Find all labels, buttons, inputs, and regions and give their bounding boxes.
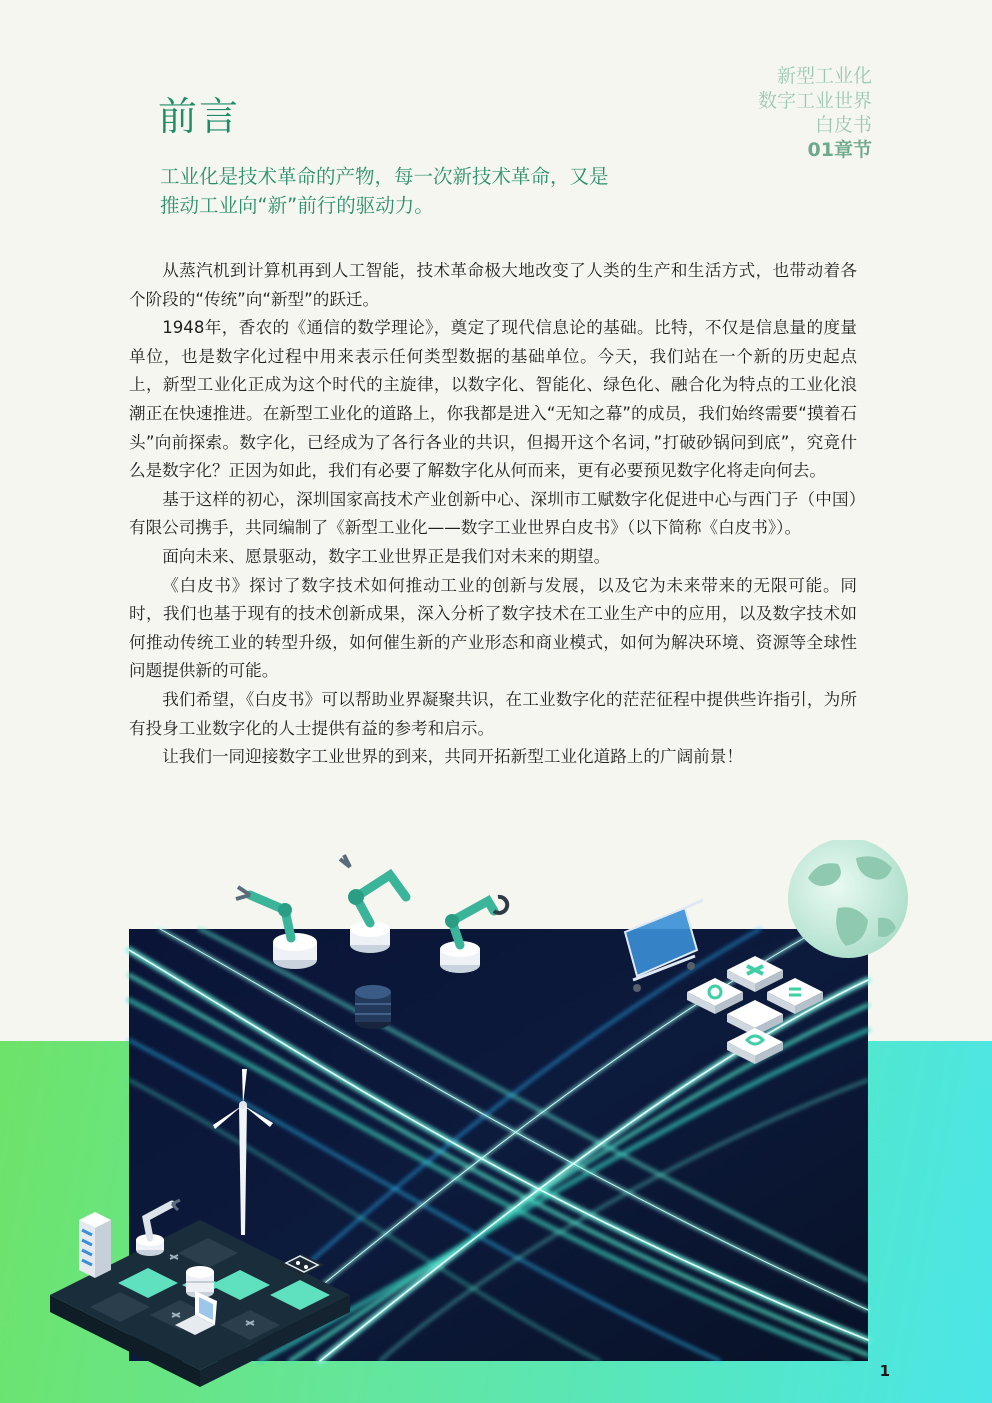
header-tag-line1: 新型工业化 [776,65,872,87]
server-rack-icon [79,1212,111,1278]
database-icon [186,1266,214,1298]
digital-industry-illustration [0,840,992,1403]
header-tag-line3: 白皮书 [814,114,872,136]
paragraph: 我们希望，《白皮书》可以帮助业界凝聚共识，在工业数字化的茫茫征程中提供些许指引，为所有投身工业数字化的人士提供有益的参考和启示。 [129,689,857,738]
header-tag-line2: 数字工业世界 [757,89,872,112]
body-text [129,257,857,772]
paragraph: 1948年，香农的《通信的数学理论》，奠定了现代信息论的基础。比特，不仅是信息量的度量单位，也是数字化过程中用来表示任何类型数据的基础单位。今天，我们站在一个新的历史起点上，新型工业化正成为这个时代的主旋律，以数字化、智能化、绿色化、融合化为特点的工业化浪潮正在快速推进。在新型工业化的道路上，你我都是进入“无知之幕”的成员，我们始终需要“摸着石头”向前探索。数字化，已经成为了各行各业的共识，但揭开这个名词，”打破砂锅问到底”，究竟什么是数字化？正因为如此，我们有必要了解数字化从何而来，更有必要预见数字化将走向何去。 [129,318,857,481]
page-number: 1 [879,1362,890,1380]
paragraph: 让我们一同迎接数字工业世界的到来，共同开拓新型工业化道路上的广阔前景！ [162,747,743,767]
subtitle-line1: 工业化是技术革命的产物，每一次新技术革命，又是 [160,165,609,188]
globe-icon [788,840,908,958]
header-tag [758,64,872,162]
subtitle-line2: 推动工业向“新”前行的驱动力。 [160,194,434,217]
paragraph: 面向未来、愿景驱动，数字工业世界正是我们对未来的期望。 [162,546,611,566]
paragraph: 从蒸汽机到计算机再到人工智能，技术革命极大地改变了人类的生产和生活方式，也带动着各个阶段的“传统”向“新型”的跃迁。 [129,261,857,309]
database-icon [355,985,391,1029]
header-tag-chapter: 01章节 [807,138,872,161]
page-title: 前言 [158,95,241,140]
page-subtitle [160,162,640,220]
paragraph: 基于这样的初心，深圳国家高技术产业创新中心、深圳市工赋数字化促进中心与西门子（中国）有限公司携手，共同编制了《新型工业化——数字工业世界白皮书》（以下简称《白皮书》）。 [129,489,857,538]
paragraph: 《白皮书》探讨了数字技术如何推动工业的创新与发展，以及它为未来带来的无限可能。同时，我们也基于现有的技术创新成果，深入分析了数字技术在工业生产中的应用，以及数字技术如何推动传统工业的转型升级，如何催生新的产业形态和商业模式，如何为解决环境、资源等全球性问题提供新的可能。 [129,575,857,681]
